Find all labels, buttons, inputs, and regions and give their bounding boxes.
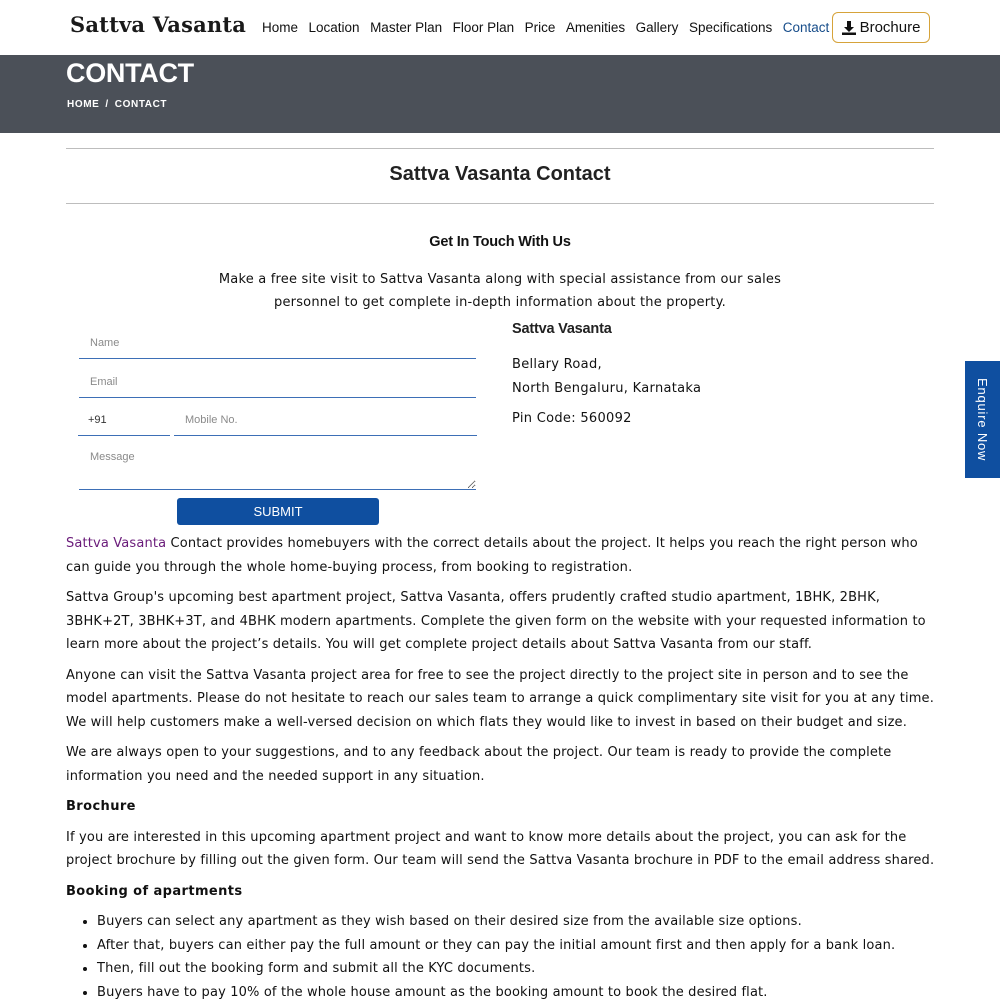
page-banner bbox=[0, 55, 1000, 133]
nav-master-plan[interactable]: Master Plan bbox=[370, 20, 443, 35]
enquire-now-label: Enquire Now bbox=[975, 377, 990, 462]
breadcrumb bbox=[67, 99, 167, 110]
nav-price[interactable]: Price bbox=[524, 20, 556, 35]
page-content bbox=[66, 532, 938, 1000]
address-title: Sattva Vasanta bbox=[512, 321, 612, 337]
breadcrumb-home[interactable]: HOME bbox=[67, 99, 100, 110]
breadcrumb-separator: / bbox=[105, 99, 109, 110]
nav-amenities[interactable]: Amenities bbox=[565, 20, 626, 35]
list-item: • After that, buyers can either pay the full amount or they can pay the initial amount first and then apply for a bank loan. bbox=[97, 934, 938, 958]
brochure-button[interactable] bbox=[832, 12, 930, 43]
nav-gallery[interactable]: Gallery bbox=[635, 20, 679, 35]
message-field[interactable] bbox=[79, 443, 476, 490]
booking-heading: Booking of apartments bbox=[66, 883, 243, 899]
booking-steps-list bbox=[66, 910, 938, 1000]
get-in-touch-heading: Get In Touch With Us bbox=[429, 234, 571, 250]
mobile-field[interactable] bbox=[174, 405, 477, 436]
nav-home[interactable]: Home bbox=[262, 20, 299, 35]
enquire-now-tab[interactable] bbox=[965, 361, 1000, 478]
divider-top bbox=[66, 148, 934, 149]
list-item: • Then, fill out the booking form and submit all the KYC documents. bbox=[97, 957, 938, 981]
nav-specifications[interactable]: Specifications bbox=[688, 20, 773, 35]
country-code-field[interactable] bbox=[78, 405, 170, 436]
brochure-heading: Brochure bbox=[66, 799, 136, 814]
project-link[interactable]: Sattva Vasanta bbox=[66, 536, 167, 551]
pin-code: Pin Code: 560092 bbox=[512, 411, 632, 426]
nav-contact[interactable]: Contact bbox=[782, 20, 830, 35]
content-paragraph bbox=[66, 532, 938, 579]
content-paragraph: We are always open to your suggestions, and to any feedback about the project. Our team is ready to provide the complete information you need and the needed support in any situation. bbox=[66, 745, 892, 784]
submit-button[interactable]: SUBMIT bbox=[177, 498, 379, 525]
content-paragraph: If you are interested in this upcoming apartment project and want to know more details about the project, you can ask for the project brochure by filling out the given form. Our team will send the Sattva Vasanta brochure in PDF to the email address shared. bbox=[66, 829, 935, 868]
content-paragraph: Sattva Group's upcoming best apartment project, Sattva Vasanta, offers prudently crafted studio apartment, 1BHK, 2BHK, 3BHK+2T, 3BHK+3T, and 4BHK modern apartments. Complete the given form on the website with your requested information to learn more about the project’s details. You will get complete project details about Sattva Vasanta from our staff. bbox=[66, 590, 926, 652]
email-field[interactable] bbox=[79, 367, 476, 398]
main-nav bbox=[262, 0, 840, 55]
brochure-label: Brochure bbox=[859, 19, 921, 36]
content-paragraph: Anyone can visit the Sattva Vasanta project area for free to see the project directly to the project site in person and to see the model apartments. Please do not hesitate to reach our sales team to arrange a quick complimentary site visit for you at any time. We will help customers make a well-versed decision on which flats they would like to invest in based on their budget and size. bbox=[66, 667, 934, 730]
get-in-touch-description: Make a free site visit to Sattva Vasanta along with special assistance from our sales personnel to get complete in-depth information about the property. bbox=[218, 272, 782, 310]
paragraph-text: Contact provides homebuyers with the correct details about the project. It helps you reach the right person who can guide you through the whole home-buying process, from booking to registration. bbox=[66, 536, 918, 575]
address-line-1: Bellary Road, bbox=[512, 357, 602, 372]
list-item: • Buyers have to pay 10% of the whole house amount as the booking amount to book the desired flat. bbox=[97, 981, 938, 1000]
site-header bbox=[0, 0, 1000, 55]
download-icon bbox=[842, 21, 856, 35]
name-field[interactable] bbox=[79, 328, 476, 359]
nav-floor-plan[interactable]: Floor Plan bbox=[452, 20, 515, 35]
breadcrumb-current: CONTACT bbox=[114, 99, 168, 110]
site-logo[interactable]: Sattva Vasanta bbox=[70, 12, 247, 37]
section-title: Sattva Vasanta Contact bbox=[389, 163, 611, 185]
address-line-2: North Bengaluru, Karnataka bbox=[512, 381, 702, 396]
list-item: • Buyers can select any apartment as they wish based on their desired size from the available size options. bbox=[97, 910, 938, 934]
nav-location[interactable]: Location bbox=[308, 20, 360, 35]
page-title: CONTACT bbox=[66, 58, 194, 88]
divider-bottom bbox=[66, 203, 934, 204]
